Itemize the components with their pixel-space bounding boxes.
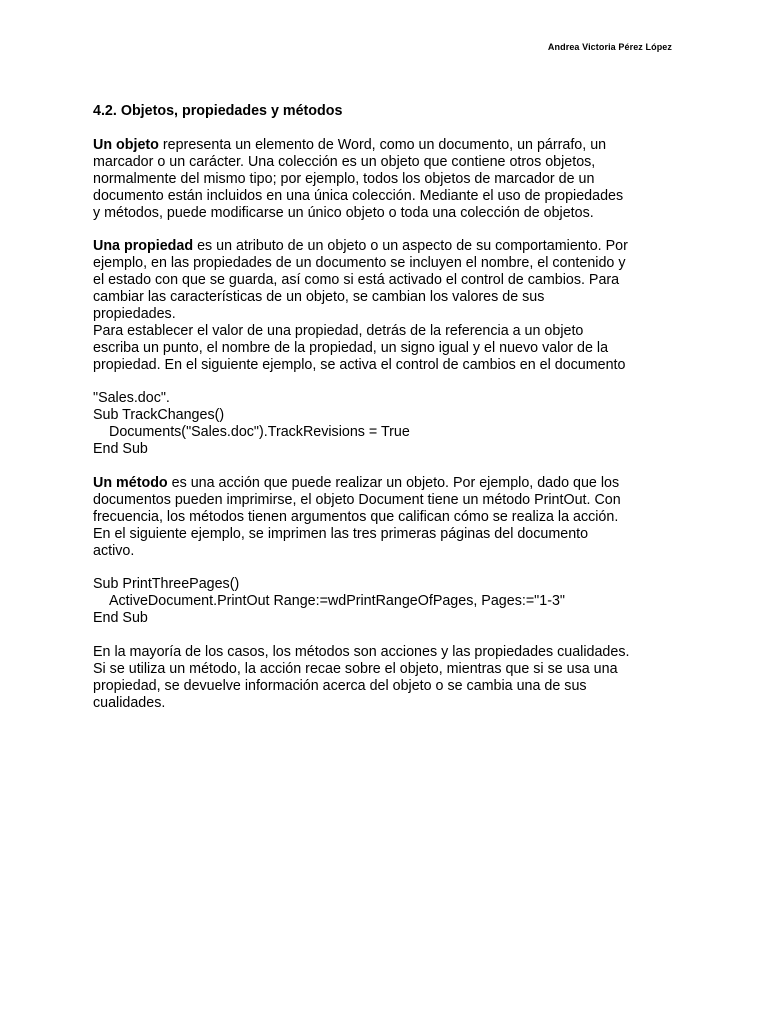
paragraph-text: es un atributo de un objeto o un aspecto de su comportamiento. Por (193, 238, 628, 255)
page-header-author: Andrea Victoria Pérez López (547, 42, 672, 52)
paragraph-line: En el siguiente ejemplo, se imprimen las tres primeras páginas del documento (93, 525, 589, 542)
paragraph-propiedad (93, 238, 683, 373)
term-metodo: Un método (93, 474, 168, 491)
code-example-printthreepages (93, 576, 683, 627)
paragraph-line: documentos pueden imprimirse, el objeto Document tiene un método PrintOut. Con (93, 491, 621, 508)
paragraph-line: En la mayoría de los casos, los métodos son acciones y las propiedades cualidades. (93, 644, 630, 661)
code-line: "Sales.doc". (93, 390, 170, 407)
paragraph-conclusion (93, 644, 683, 712)
paragraph-line (93, 137, 683, 154)
paragraph-metodo (93, 475, 683, 560)
paragraph-line: propiedades. (93, 305, 176, 322)
term-propiedad: Una propiedad (93, 238, 194, 255)
code-line: Sub PrintThreePages() (93, 576, 240, 593)
paragraph-line (93, 475, 683, 492)
paragraph-line: y métodos, puede modificarse un único objeto o toda una colección de objetos. (93, 204, 594, 221)
paragraph-spacer (93, 221, 683, 238)
paragraph-line: cambiar las características de un objeto, se cambian los valores de sus (93, 289, 545, 306)
paragraph-spacer (93, 627, 683, 644)
paragraph-line: el estado con que se guarda, así como si está activado el control de cambios. Para (93, 272, 620, 289)
paragraph-line: activo. (93, 542, 135, 559)
section-heading: 4.2. Objetos, propiedades y métodos (93, 103, 343, 119)
paragraph-line: normalmente del mismo tipo; por ejemplo, todos los objetos de marcador de un (93, 170, 595, 187)
code-line: End Sub (93, 441, 148, 458)
code-line: Documents("Sales.doc").TrackRevisions = True (109, 424, 410, 441)
paragraph-objeto (93, 137, 683, 222)
paragraph-line (93, 238, 683, 255)
document-body (93, 103, 683, 712)
paragraph-text: representa un elemento de Word, como un documento, un párrafo, un (158, 136, 607, 153)
paragraph-line: propiedad, se devuelve información acerca del objeto o se cambia una de sus (93, 677, 587, 694)
term-objeto: Un objeto (93, 136, 159, 153)
paragraph-line: Si se utiliza un método, la acción recae sobre el objeto, mientras que si se usa una (93, 660, 618, 677)
paragraph-line: propiedad. En el siguiente ejemplo, se activa el control de cambios en el documento (93, 356, 626, 373)
paragraph-line: documento están incluidos en una única colección. Mediante el uso de propiedades (93, 187, 624, 204)
paragraph-line: frecuencia, los métodos tienen argumentos que califican cómo se realiza la acción. (93, 508, 619, 525)
code-line: End Sub (93, 610, 148, 627)
paragraph-line: Para establecer el valor de una propiedad, detrás de la referencia a un objeto (93, 322, 584, 339)
paragraph-line: cualidades. (93, 694, 166, 711)
code-example-trackchanges (93, 390, 683, 458)
paragraph-text: es una acción que puede realizar un objeto. Por ejemplo, dado que los (167, 474, 620, 491)
paragraph-spacer (93, 458, 683, 475)
paragraph-line: marcador o un carácter. Una colección es un objeto que contiene otros objetos, (93, 153, 596, 170)
paragraph-spacer (93, 374, 683, 391)
code-line: Sub TrackChanges() (93, 407, 225, 424)
code-line: ActiveDocument.PrintOut Range:=wdPrintRangeOfPages, Pages:="1-3" (109, 593, 565, 610)
paragraph-spacer (93, 560, 683, 577)
paragraph-line: escriba un punto, el nombre de la propiedad, un signo igual y el nuevo valor de la (93, 339, 609, 356)
paragraph-line: ejemplo, en las propiedades de un documento se incluyen el nombre, el contenido y (93, 255, 626, 272)
